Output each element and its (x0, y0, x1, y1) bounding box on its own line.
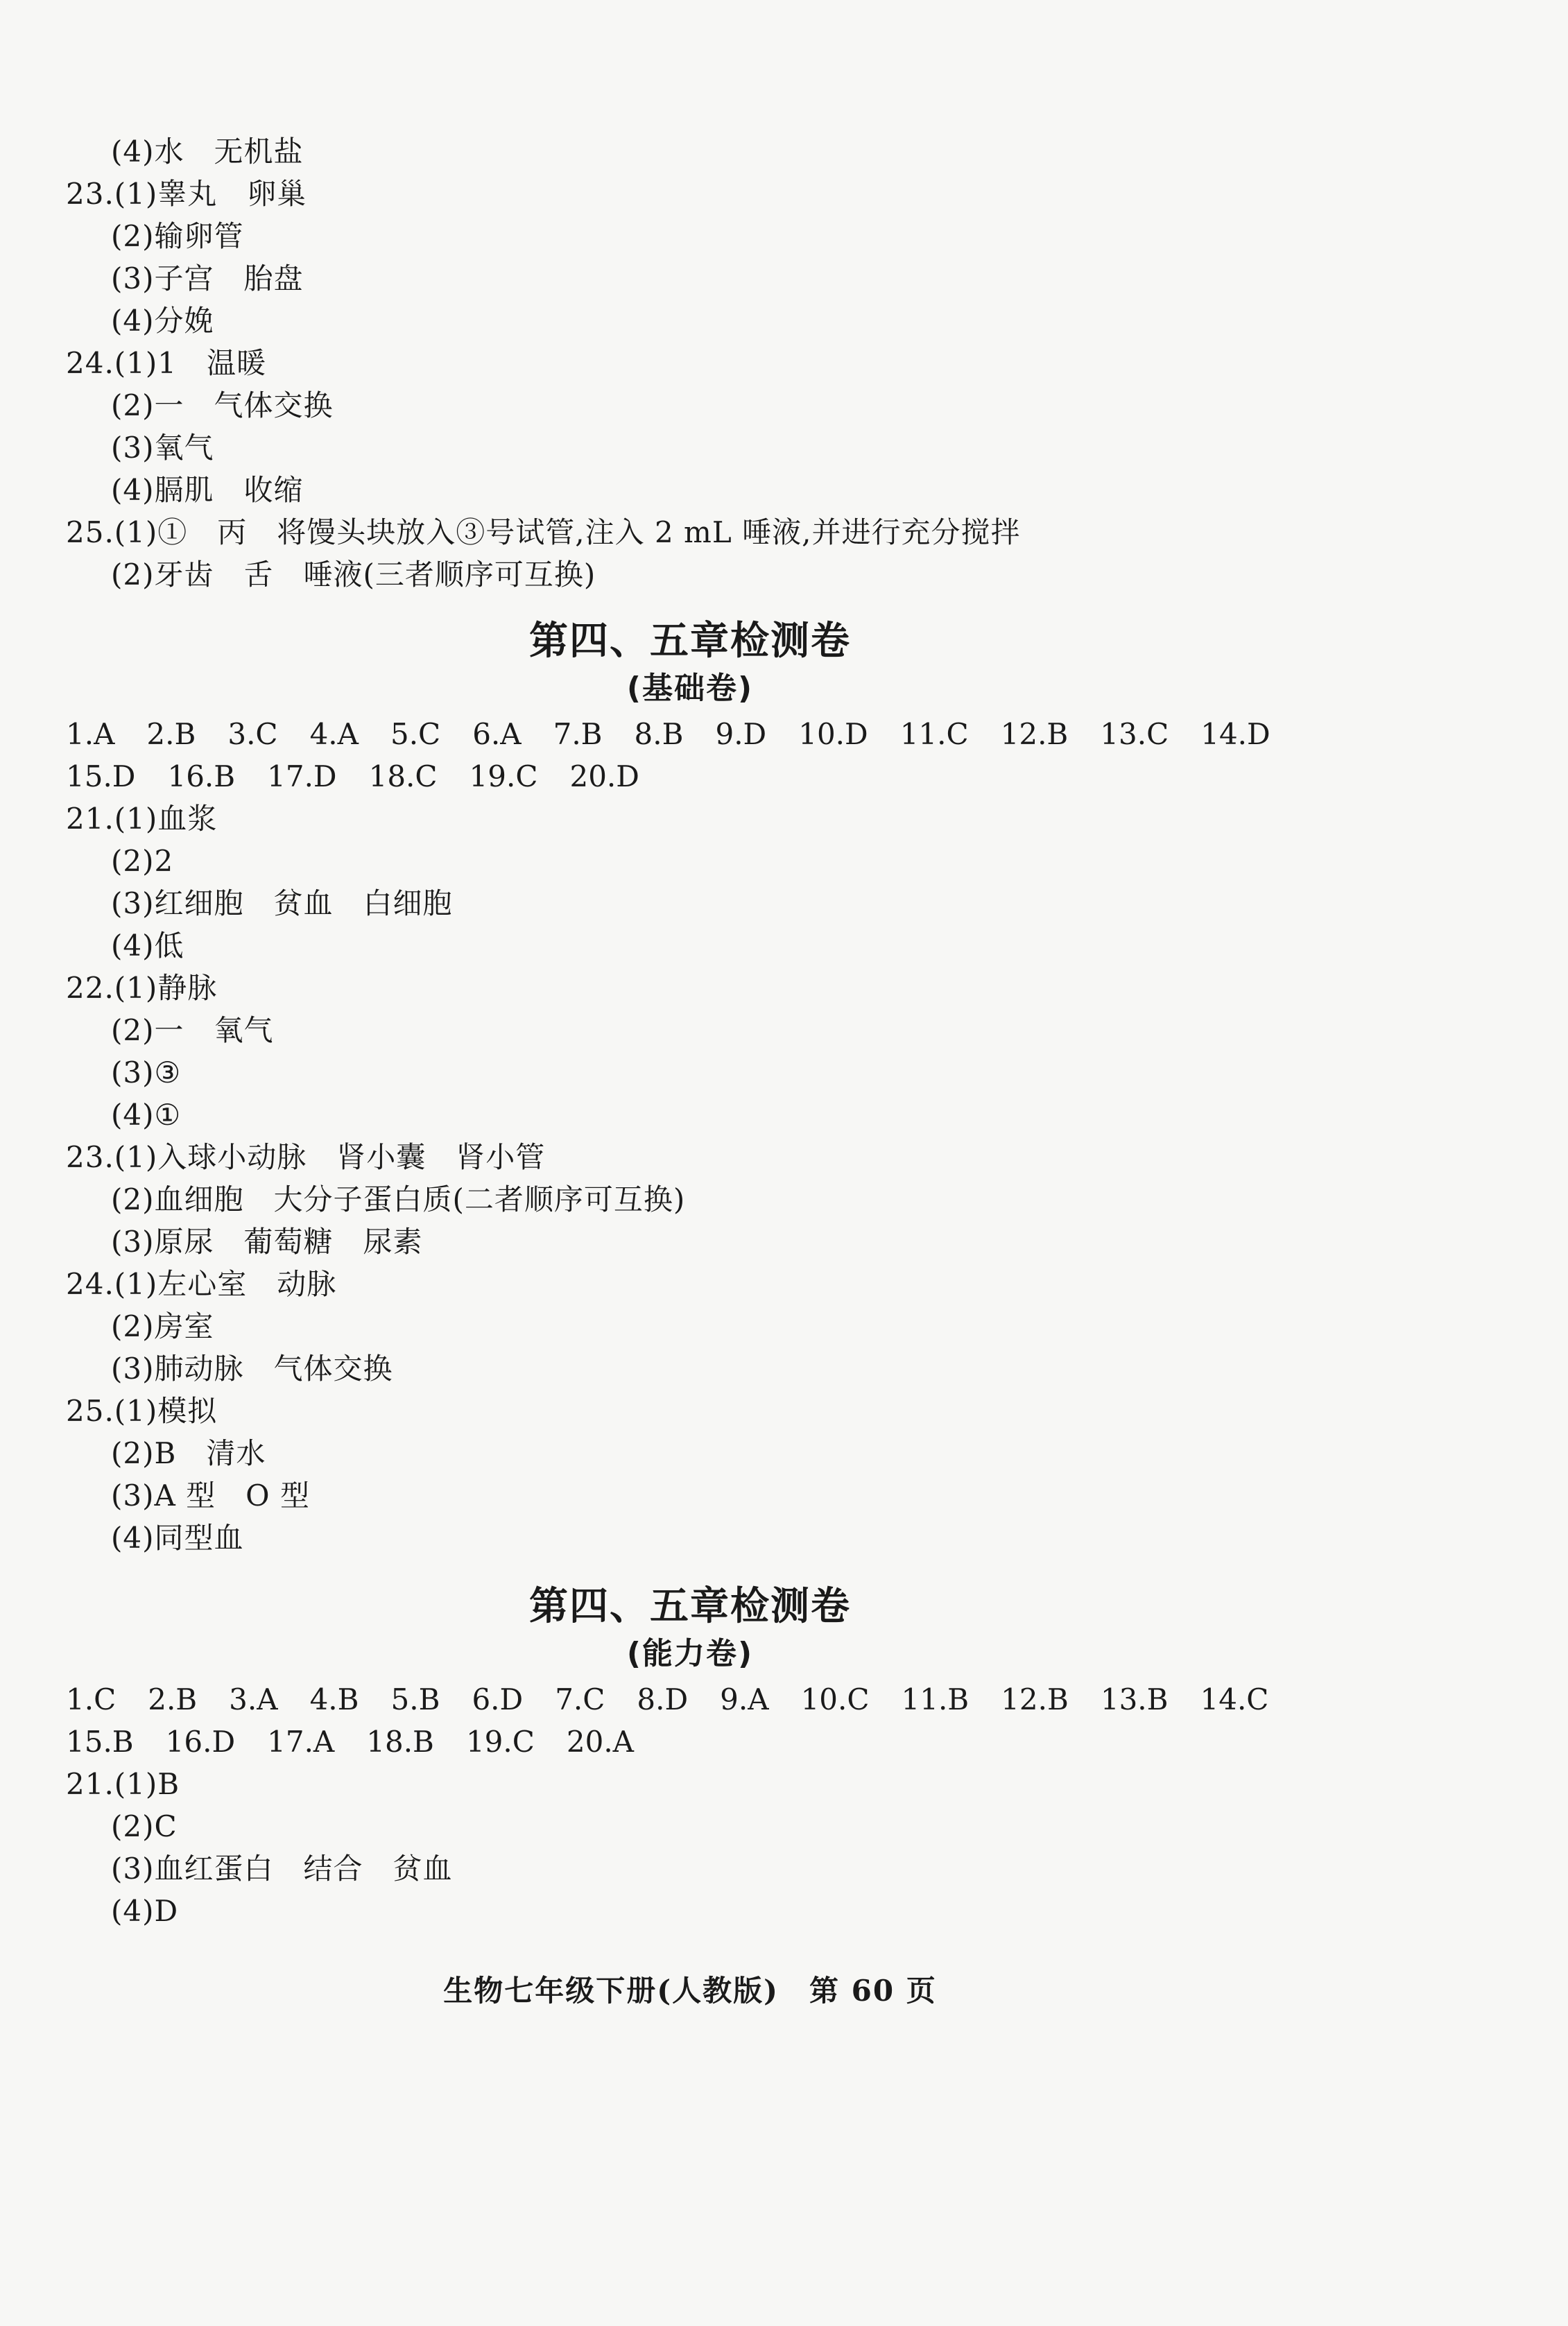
mc-answer: 11.C (899, 717, 969, 751)
answer-line: (4)同型血 (111, 1521, 244, 1555)
mc-answer: 7.B (553, 717, 603, 751)
mc-answer: 20.A (566, 1725, 634, 1759)
section-subtitle: (基础卷) (626, 671, 754, 706)
answer-line: (2)牙齿 舌 唾液(三者顺序可互换) (111, 558, 596, 592)
answer-line: (2)一 气体交换 (111, 388, 334, 422)
mc-answer: 20.D (569, 759, 639, 793)
mc-answer: 15.B (66, 1725, 134, 1759)
answer-line: (2)房室 (111, 1309, 214, 1343)
answer-line: (3)氧气 (111, 431, 214, 465)
answer-line: 25.(1)模拟 (66, 1394, 218, 1428)
multiple-choice-row (66, 1722, 666, 1762)
answer-line: 23.(1)睾丸 卵巢 (66, 177, 307, 211)
answer-line: 23.(1)入球小动脉 肾小囊 肾小管 (66, 1140, 546, 1174)
mc-answer: 4.B (309, 1682, 359, 1716)
answer-line: 25.(1)① 丙 将馒头块放入③号试管,注入 2 mL 唾液,并进行充分搅拌 (66, 515, 1021, 549)
mc-answer: 10.C (800, 1682, 870, 1716)
answer-line: (3)红细胞 贫血 白细胞 (111, 886, 453, 920)
mc-answer: 18.B (366, 1725, 434, 1759)
mc-answer: 2.B (146, 717, 196, 751)
answer-line: (4)分娩 (111, 304, 214, 338)
mc-answer: 3.C (227, 717, 278, 751)
answer-line: (4)D (111, 1894, 179, 1928)
mc-answer: 1.C (66, 1682, 117, 1716)
answer-line: 24.(1)1 温暖 (66, 346, 267, 380)
mc-answer: 6.D (472, 1682, 524, 1716)
mc-answer: 17.D (267, 759, 337, 793)
mc-answer: 2.B (148, 1682, 198, 1716)
mc-answer: 9.A (720, 1682, 769, 1716)
mc-answer: 6.A (472, 717, 522, 751)
mc-answer: 8.D (637, 1682, 689, 1716)
mc-answer: 4.A (309, 717, 359, 751)
mc-answer: 1.A (66, 717, 115, 751)
mc-answer: 19.C (469, 759, 538, 793)
answer-line: (2)血细胞 大分子蛋白质(二者顺序可互换) (111, 1182, 686, 1216)
mc-answer: 16.B (167, 759, 236, 793)
mc-answer: 10.D (798, 717, 868, 751)
mc-answer: 3.A (229, 1682, 278, 1716)
mc-answer: 5.B (390, 1682, 440, 1716)
mc-answer: 14.C (1200, 1682, 1269, 1716)
answer-line: (3)肺动脉 气体交换 (111, 1352, 393, 1386)
section-title: 第四、五章检测卷 (529, 1584, 851, 1629)
page-footer: 生物七年级下册(人教版) 第 60 页 (443, 1974, 937, 2008)
multiple-choice-row (66, 757, 671, 797)
answer-line: (2)C (111, 1809, 178, 1843)
mc-answer: 18.C (368, 759, 438, 793)
mc-answer: 13.B (1100, 1682, 1169, 1716)
answer-line: 24.(1)左心室 动脉 (66, 1267, 337, 1301)
answer-line: (2)2 (111, 844, 174, 878)
mc-answer: 9.D (715, 717, 767, 751)
mc-answer: 12.B (1001, 1682, 1069, 1716)
mc-answer: 19.C (465, 1725, 535, 1759)
answer-line: (2)B 清水 (111, 1436, 266, 1470)
answer-line: (3)血红蛋白 结合 贫血 (111, 1852, 453, 1886)
answer-line: (4)膈肌 收缩 (111, 473, 304, 507)
mc-answer: 14.D (1200, 717, 1270, 751)
answer-line: (4)低 (111, 929, 184, 963)
mc-answer: 7.C (555, 1682, 605, 1716)
multiple-choice-row (66, 714, 1302, 755)
answer-line: (3)子宫 胎盘 (111, 261, 304, 295)
mc-answer: 5.C (390, 717, 441, 751)
answer-line: (3)原尿 葡萄糖 尿素 (111, 1225, 423, 1259)
answer-line: 21.(1)B (66, 1767, 180, 1801)
answer-line: (3)A 型 O 型 (111, 1479, 310, 1513)
mc-answer: 13.C (1100, 717, 1169, 751)
multiple-choice-row (66, 1680, 1300, 1720)
mc-answer: 11.B (901, 1682, 970, 1716)
mc-answer: 17.A (267, 1725, 335, 1759)
answer-line: (4)水 无机盐 (111, 135, 304, 169)
answer-line: (3)③ (111, 1056, 182, 1089)
answer-line: 21.(1)血浆 (66, 802, 218, 836)
section-title: 第四、五章检测卷 (529, 619, 851, 664)
answer-line: 22.(1)静脉 (66, 971, 218, 1005)
answer-line: (4)① (111, 1098, 182, 1132)
mc-answer: 12.B (1000, 717, 1069, 751)
section-subtitle: (能力卷) (626, 1636, 754, 1671)
mc-answer: 16.D (165, 1725, 236, 1759)
answer-line: (2)一 氧气 (111, 1013, 274, 1047)
answer-line: (2)输卵管 (111, 219, 244, 253)
mc-answer: 15.D (66, 759, 136, 793)
mc-answer: 8.B (634, 717, 684, 751)
